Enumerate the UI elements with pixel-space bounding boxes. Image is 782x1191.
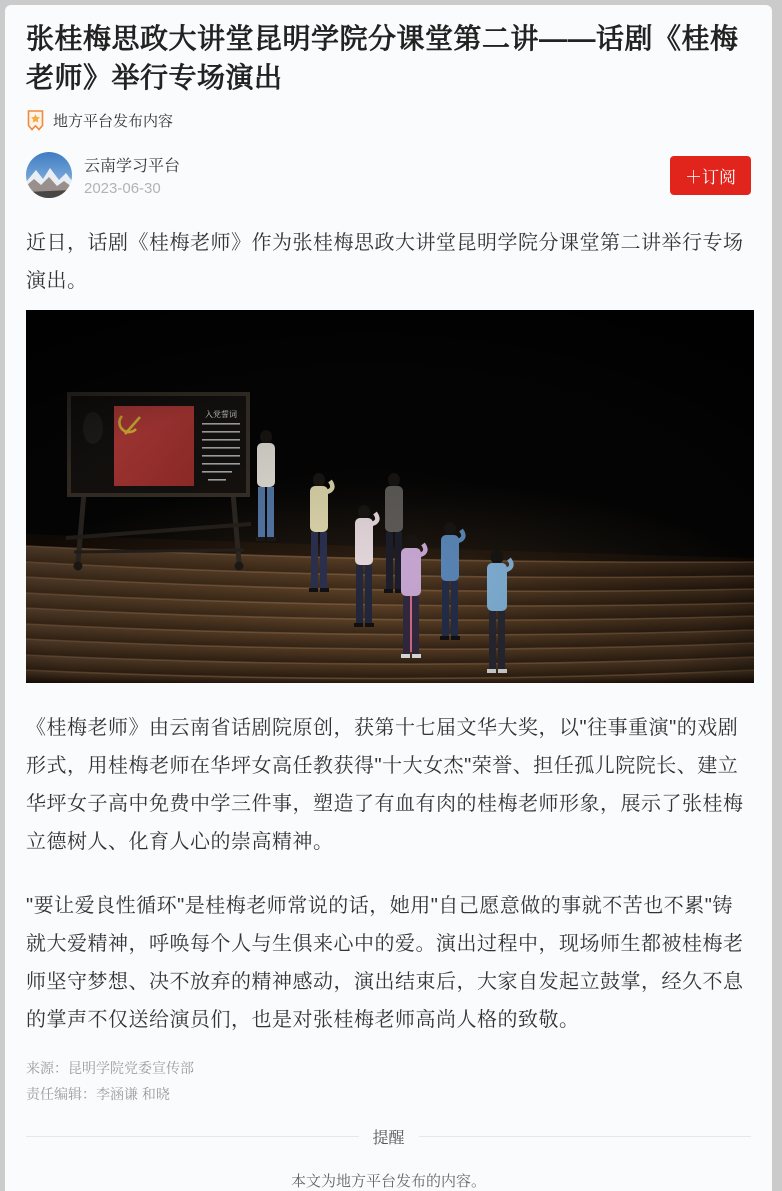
source-value: 昆明学院党委宣传部 <box>68 1060 194 1076</box>
stage-play-photo <box>26 310 754 683</box>
editor-value: 李涵谦 和晓 <box>96 1086 170 1102</box>
award-ribbon-icon <box>26 110 45 131</box>
notice-title: 提醒 <box>372 1130 405 1147</box>
avatar[interactable] <box>26 152 72 198</box>
paragraph-2: 《桂梅老师》由云南省话剧院原创，获第十七届文华大奖，以"往事重演"的戏剧形式，用桂梅老师在华坪女高任教获得"十大女杰"荣誉、担任孤儿院院长、建立华坪女子高中免费中学三件事，塑造了有血有肉的桂梅老师形象，展示了张桂梅立德树人、化育人心的崇高精神。 <box>26 717 744 853</box>
content-badge <box>26 110 751 131</box>
article-meta <box>26 1055 751 1107</box>
author-name[interactable]: 云南学习平台 <box>84 158 181 175</box>
editor-label: 责任编辑： <box>26 1086 96 1102</box>
divider-line-left <box>26 1136 359 1137</box>
source-line <box>26 1055 751 1081</box>
author-meta <box>84 153 670 197</box>
author-row <box>26 152 751 198</box>
editor-line <box>26 1081 751 1107</box>
source-label: 来源： <box>26 1060 68 1076</box>
page-title: 张桂梅思政大讲堂昆明学院分课堂第二讲——话剧《桂梅老师》举行专场演出 <box>26 23 739 93</box>
notice-divider <box>26 1125 751 1148</box>
article-body <box>26 224 751 1039</box>
notice-body: 本文为地方平台发布的内容。 <box>290 1173 486 1190</box>
paragraph-1: 近日，话剧《桂梅老师》作为张桂梅思政大讲堂昆明学院分课堂第二讲举行专场演出。 <box>26 232 744 292</box>
snow-mountain-avatar-image <box>26 152 72 198</box>
subscribe-button[interactable]: ＋订阅 <box>670 156 751 195</box>
divider-line-right <box>419 1136 752 1137</box>
badge-label: 地方平台发布内容 <box>53 113 174 130</box>
article-card <box>5 5 772 1191</box>
publish-date: 2023-06-30 <box>84 180 161 197</box>
article-photo[interactable] <box>26 310 751 683</box>
paragraph-3: "要让爱良性循环"是桂梅老师常说的话，她用"自己愿意做的事就不苦也不累"铸就大爱精神，呼唤每个人与生俱来心中的爱。演出过程中，现场师生都被桂梅老师坚守梦想、决不放弃的精神感动，演出结束后，大家自发起立鼓掌，经久不息的掌声不仅送给演员们，也是对张桂梅老师高尚人格的致敬。 <box>26 895 744 1031</box>
